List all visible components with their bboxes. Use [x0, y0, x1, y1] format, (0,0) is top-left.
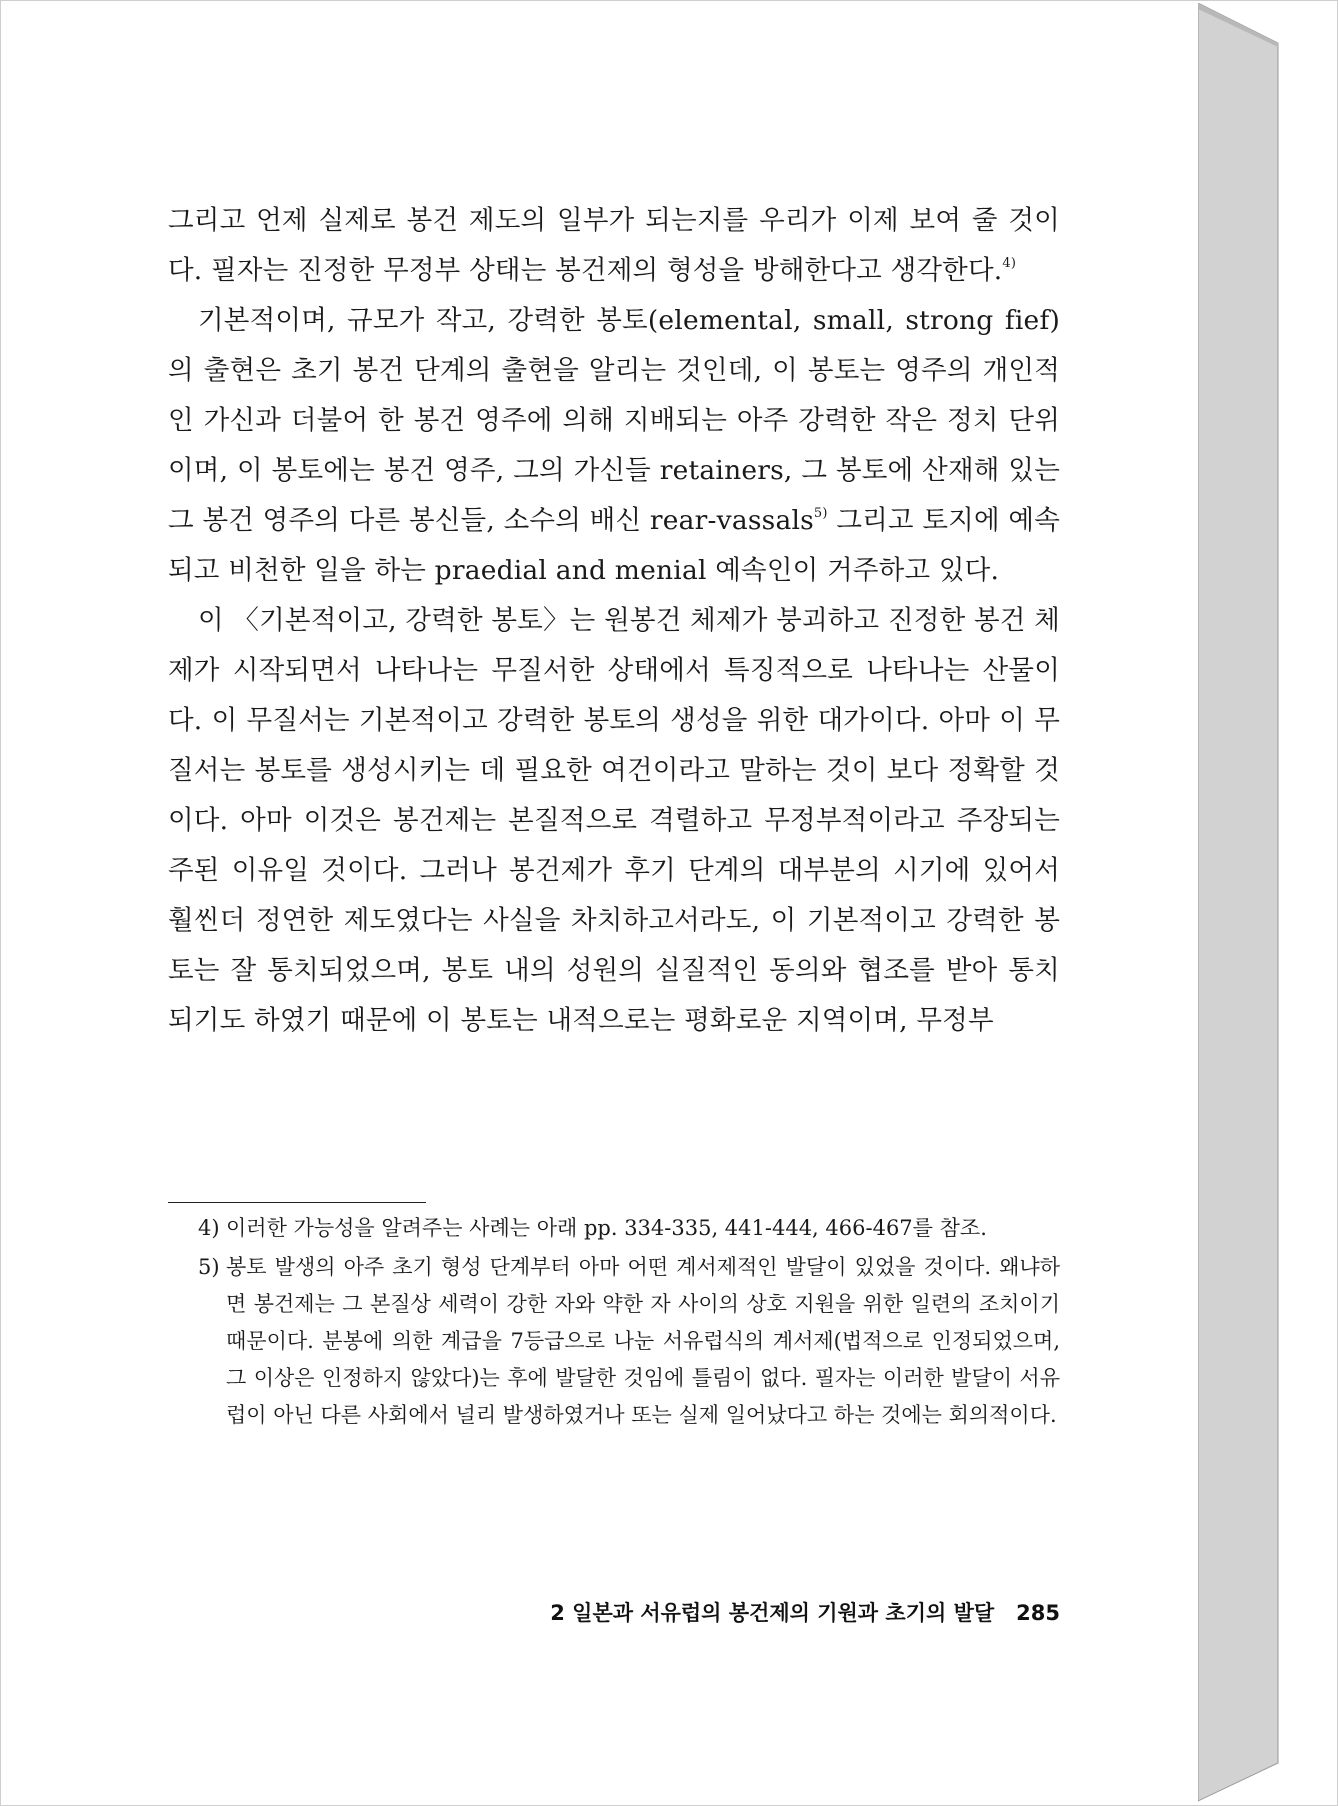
- footnote-text: 이러한 가능성을 알려주는 사례는 아래 pp. 334-335, 441-444, 466-467를 참조.: [226, 1216, 987, 1240]
- footnote-4: [198, 1210, 1060, 1247]
- footnote-number: 4): [198, 1216, 220, 1240]
- footnotes: [198, 1210, 1060, 1436]
- footnote-ref-5: 5): [813, 506, 828, 521]
- paragraph-1-text: 그리고 언제 실제로 봉건 제도의 일부가 되는지를 우리가 이제 보여 줄 것이다. 필자는 진정한 무정부 상태는 봉건제의 형성을 방해한다고 생각한다.: [168, 205, 1060, 286]
- paragraph-1: [168, 196, 1060, 296]
- page-number: 285: [1016, 1601, 1060, 1625]
- running-footer: [420, 1597, 1060, 1627]
- footnote-ref-4: 4): [1002, 256, 1017, 271]
- footnote-number: 5): [198, 1255, 220, 1279]
- paragraph-3: [168, 596, 1060, 1046]
- page-edge-shading: [1198, 3, 1333, 1803]
- paragraph-3-text: 이 〈기본적이고, 강력한 봉토〉는 원봉건 체제가 붕괴하고 진정한 봉건 체제가 시작되면서 나타나는 무질서한 상태에서 특징적으로 나타나는 산물이다. 이 무질서는 기본적이고 강력한 봉토의 생성을 위한 대가이다. 아마 이 무질서는 봉토를 생성시키는 데 필요한 여건이라고 말하는 것이 보다 정확할 것이다. 아마 이것은 봉건제는 본질적으로 격렬하고 무정부적이라고 주장되는 주된 이유일 것이다. 그러나 봉건제가 후기 단계의 대부분의 시기에 있어서 훨씬더 정연한 제도였다는 사실을 차치하고서라도, 이 기본적이고 강력한 봉토는 잘 통치되었으며, 봉토 내의 성원의 실질적인 동의와 협조를 받아 통치되기도 하였기 때문에 이 봉토는 내적으로는 평화로운 지역이며, 무정부: [168, 605, 1061, 1036]
- chapter-title: 2 일본과 서유럽의 봉건제의 기원과 초기의 발달: [550, 1601, 995, 1625]
- paragraph-2-text-a: 기본적이며, 규모가 작고, 강력한 봉토(elemental, small, strong fief)의 출현은 초기 봉건 단계의 출현을 알리는 것인데, 이 봉토는 영주의 개인적인 가신과 더불어 한 봉건 영주에 의해 지배되는 아주 강력한 작은 정치 단위이며, 이 봉토에는 봉건 영주, 그의 가신들 retainers, 그 봉토에 산재해 있는 그 봉건 영주의 다른 봉신들, 소수의 배신 rear-vassals: [168, 305, 1060, 536]
- footnote-divider: [168, 1202, 426, 1203]
- footnote-text: 봉토 발생의 아주 초기 형성 단계부터 아마 어떤 계서제적인 발달이 있었을 것이다. 왜냐하면 봉건제는 그 본질상 세력이 강한 자와 약한 자 사이의 상호 지원을 위한 일련의 조치이기 때문이다. 분봉에 의한 계급을 7등급으로 나눈 서유럽식의 계서제(법적으로 인정되었으며, 그 이상은 인정하지 않았다)는 후에 발달한 것임에 틀림이 없다. 필자는 이러한 발달이 서유럽이 아닌 다른 사회에서 널리 발생하였거나 또는 실제 일어났다고 하는 것에는 회의적이다.: [226, 1255, 1060, 1427]
- paragraph-2: [168, 296, 1060, 596]
- main-text: [168, 196, 1060, 1046]
- footnote-5: [198, 1249, 1060, 1434]
- paragraph-2-text-b: 그리고 토지에 예속되고 비천한 일을 하는 praedial and menial 예속인이 거주하고 있다.: [168, 505, 1060, 586]
